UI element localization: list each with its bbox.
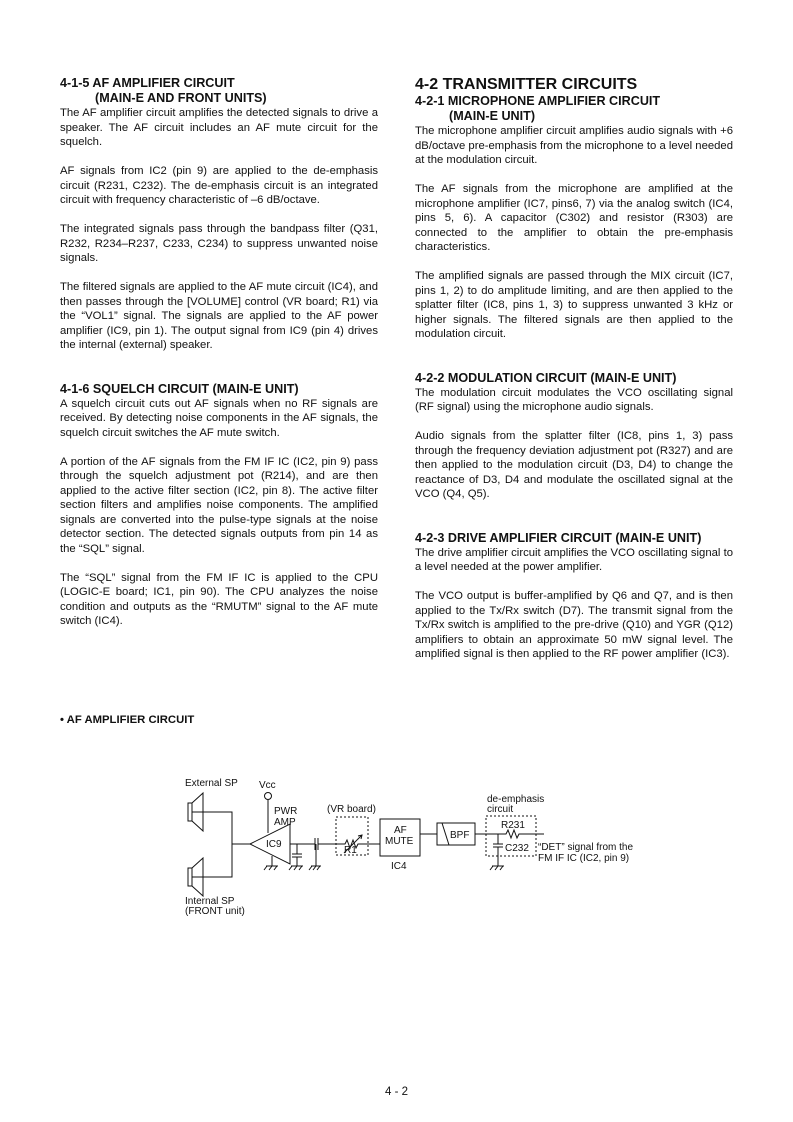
paragraph: The modulation circuit modulates the VCO oscillating signal (RF signal) using the microphone audio signals.: [415, 386, 733, 413]
r231-label: R231: [501, 820, 525, 831]
ic4-label: IC4: [391, 861, 407, 872]
bpf-label: BPF: [450, 830, 470, 841]
paragraph: A squelch circuit cuts out AF signals when no RF signals are received. By detecting noise components in the AF signals, the squelch circuit switches the AF mute switch.: [60, 397, 378, 439]
paragraph: The “SQL” signal from the FM IF IC is applied to the CPU (LOGIC-E board; IC1, pin 90). The CPU analyzes the noise condition and outputs as the “RMUTM” signal to the AF mute switch (IC4).: [60, 571, 378, 627]
chapter-heading: 4-2 TRANSMITTER CIRCUITS: [415, 76, 638, 93]
section-4-2-2-title: 4-2-2 MODULATION CIRCUIT (MAIN-E UNIT): [415, 370, 677, 385]
diagram-title: • AF AMPLIFIER CIRCUIT: [60, 714, 195, 726]
ic9-label: IC9: [266, 839, 282, 850]
c232-label: C232: [505, 843, 529, 854]
section-4-2-3-title: 4-2-3 DRIVE AMPLIFIER CIRCUIT (MAIN-E UNIT): [415, 530, 702, 545]
section-4-1-6-title: 4-1-6 SQUELCH CIRCUIT (MAIN-E UNIT): [60, 381, 299, 396]
ground-icon: [264, 856, 278, 870]
front-unit-label: (FRONT unit): [185, 906, 245, 917]
vcc-terminal: [265, 793, 272, 800]
paragraph: The drive amplifier circuit amplifies the VCO oscillating signal to a level needed at the power amplifier.: [415, 546, 733, 573]
paragraph: The integrated signals pass through the bandpass filter (Q31, R232, R234–R237, C233, C234) to suppress unwanted noise signals.: [60, 223, 378, 264]
section-4-1-5-title: 4-1-5 AF AMPLIFIER CIRCUIT (MAIN-E AND FRONT UNITS): [60, 76, 267, 105]
det-signal-label: “DET” signal from the: [538, 842, 634, 853]
paragraph: The filtered signals are applied to the AF mute circuit (IC4), and then passes through the [VOLUME] control (VR board; R1) via the “VOL1” signal. The signals are applied to the AF power amplifier (IC9, pin 1). The output signal from IC9 (pin 4) drives the internal (external) speaker.: [60, 281, 378, 351]
paragraph: AF signals from IC2 (pin 9) are applied to the de-emphasis circuit (R231, C232). The de-emphasis circuit is an integrated circuit with frequency characteristic of –6 dB/octave.: [60, 165, 378, 206]
af-label: AF: [394, 825, 407, 836]
speaker-wire: [192, 812, 232, 877]
det-source-label: FM IF IC (IC2, pin 9): [538, 853, 630, 864]
circuit-label: circuit: [487, 804, 514, 815]
external-sp-label: External SP: [185, 778, 238, 789]
page-number: 4 - 2: [384, 1086, 408, 1098]
paragraph: The AF signals from the microphone are amplified at the microphone amplifier (IC7, pins6, 7) via the analog switch (IC4, pins 5, 6). A capacitor (C302) and resistor (R303) are connected to the amplifier to obtain the pre-emphasis characteristics.: [415, 183, 733, 253]
mute-label: MUTE: [385, 836, 414, 847]
paragraph: A portion of the AF signals from the FM IF IC (IC2, pin 9) pass through the squelch adjustment pot (R214), and are then applied to the active filter section (IC2, pin 8). The active filter section filters and amplifies noise components. The amplified signals are converted into the pulse-type signals at the noise detector section. The detected signals outputs from pin 14 as the “SQL” signal.: [60, 455, 378, 555]
internal-sp-label: Internal SP: [185, 896, 235, 907]
capacitor-icon: [289, 844, 303, 870]
paragraph: The microphone amplifier circuit amplifies audio signals with +6 dB/octave pre-emphasis from the microphone to a level needed at the modulation circuit.: [415, 125, 733, 166]
amp-label: AMP: [274, 817, 296, 828]
paragraph: The AF amplifier circuit amplifies the detected signals to drive a speaker. The AF circuit includes an AF mute circuit for the squelch.: [60, 107, 378, 148]
de-emphasis-label: de-emphasis: [487, 794, 545, 805]
resistor-r231-icon: [498, 830, 544, 838]
vcc-label: Vcc: [259, 780, 276, 791]
paragraph: The VCO output is buffer-amplified by Q6 and Q7, and is then applied to the Tx/Rx switch (D7). The transmit signal from the Tx/Rx switch is amplified to the pre-drive (Q10) and YGR (Q12) amplifiers to obtain an approximate 50 mW signal level. The amplified signal is then applied to the RF power amplifier (IC3).: [415, 590, 733, 660]
paragraph: Audio signals from the splatter filter (IC8, pins 1, 3) pass through the frequency deviation adjustment pot (R327) and are then applied to the modulation circuit (D3, D4) to change the reactance of D3, D4 and modulate the oscillated signal at the VCO (Q4, Q5).: [415, 430, 733, 500]
section-4-2-1-title: 4-2-1 MICROPHONE AMPLIFIER CIRCUIT (MAIN-E UNIT): [415, 94, 661, 123]
vr-board-label: (VR board): [327, 804, 376, 815]
paragraph: The amplified signals are passed through the MIX circuit (IC7, pins 1, 2) to do amplitude limiting, and are then applied to the splatter filter (IC8, pins 1, 3) to suppress unwanted 3 kHz or higher signals. The filtered signals are then applied to the modulation circuit.: [415, 270, 733, 340]
pwr-label: PWR: [274, 806, 298, 817]
capacitor-c232-icon: [490, 834, 504, 870]
r1-label: R1: [344, 845, 357, 856]
